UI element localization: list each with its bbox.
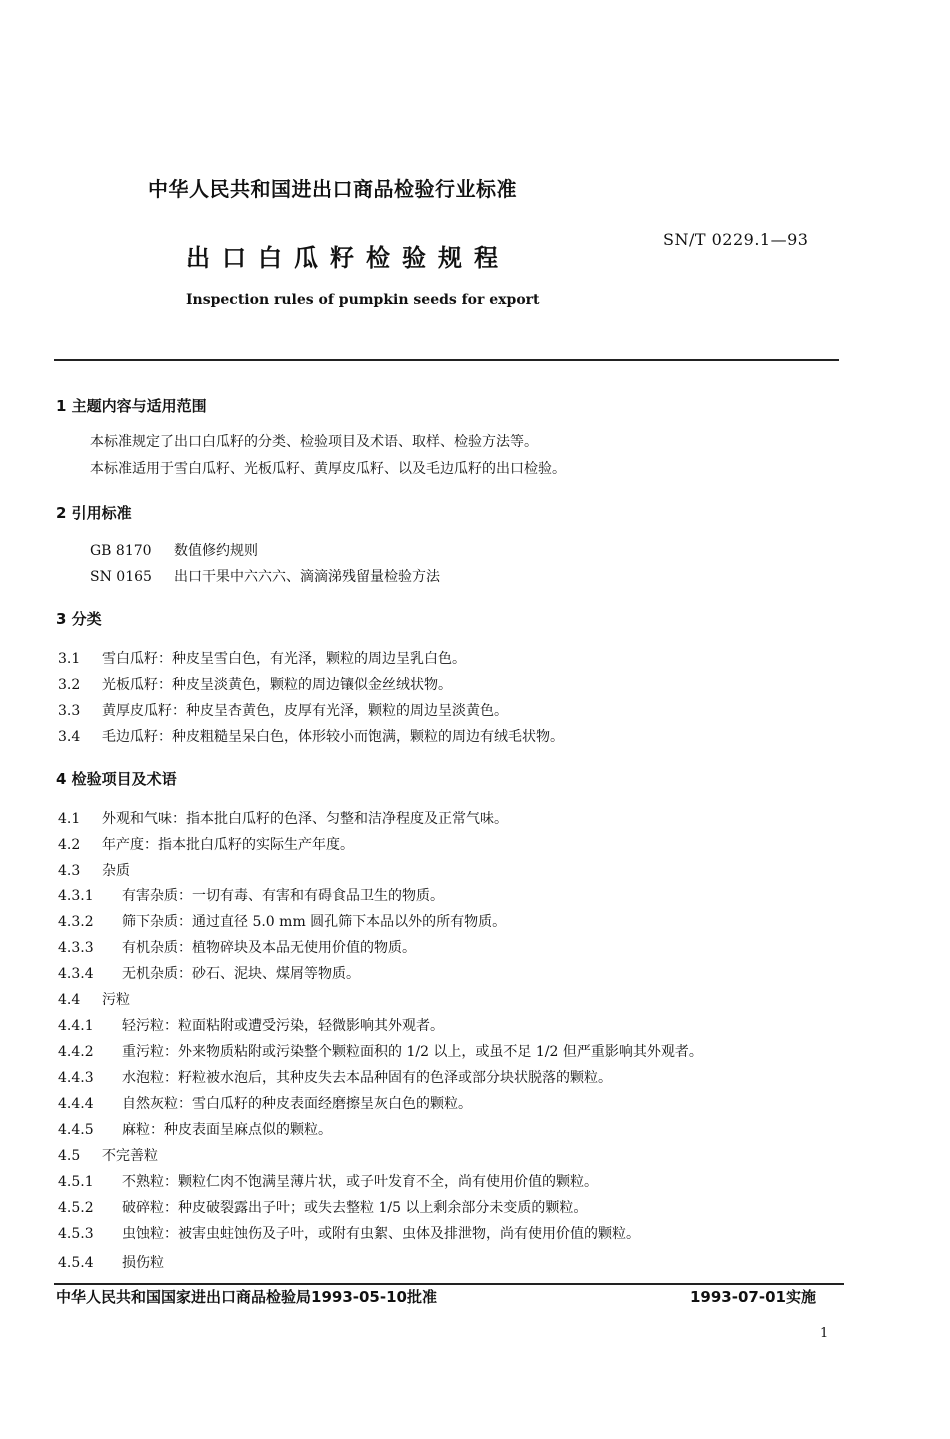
clause-text: 轻污粒：粒面粘附或遭受污染，轻微影响其外观者。	[122, 1018, 444, 1034]
clause-text: 黄厚皮瓜籽：种皮呈杏黄色，皮厚有光泽，颗粒的周边呈淡黄色。	[102, 703, 508, 719]
clause-number: 4.5.4	[58, 1255, 94, 1271]
clause-text: 损伤粒	[122, 1255, 164, 1271]
reference-item	[90, 540, 258, 560]
document-title-en: Inspection rules of pumpkin seeds for export	[186, 292, 540, 308]
clause	[58, 885, 444, 905]
clause-number: 4.2	[58, 837, 81, 853]
clause	[58, 1171, 598, 1191]
header-divider	[54, 359, 839, 361]
clause	[58, 963, 360, 983]
reference-title: 出口干果中六六六、滴滴涕残留量检验方法	[174, 569, 440, 585]
clause	[58, 860, 130, 880]
footer-divider	[54, 1283, 844, 1285]
clause-number: 3.4	[58, 729, 81, 745]
section-3-heading: 3 分类	[56, 610, 102, 628]
section-1-heading: 1 主题内容与适用范围	[56, 397, 207, 415]
clause	[58, 989, 130, 1009]
reference-item	[90, 566, 440, 586]
clause-text: 不完善粒	[102, 1148, 158, 1164]
clause-text: 破碎粒：种皮破裂露出子叶；或失去整粒 1/5 以上剩余部分未变质的颗粒。	[122, 1200, 588, 1216]
clause-number: 3.3	[58, 703, 81, 719]
issuer-title: 中华人民共和国进出口商品检验行业标准	[148, 177, 517, 201]
clause	[58, 808, 508, 828]
clause-text: 筛下杂质：通过直径 5.0 mm 圆孔筛下本品以外的所有物质。	[122, 914, 507, 930]
page-number: 1	[820, 1326, 829, 1341]
clause-text: 年产度：指本批白瓜籽的实际生产年度。	[102, 837, 354, 853]
clause-text: 不熟粒：颗粒仁肉不饱满呈薄片状，或子叶发育不全，尚有使用价值的颗粒。	[122, 1174, 598, 1190]
clause-number: 4.1	[58, 811, 81, 827]
clause-text: 有害杂质：一切有毒、有害和有碍食品卫生的物质。	[122, 888, 444, 904]
clause	[58, 1093, 472, 1113]
clause	[58, 1252, 164, 1272]
reference-code: SN 0165	[90, 569, 152, 585]
clause	[58, 700, 508, 720]
clause-number: 4.3.4	[58, 966, 94, 982]
clause-number: 4.5.3	[58, 1226, 94, 1242]
clause	[58, 1067, 612, 1087]
clause	[58, 1041, 703, 1061]
clause-number: 4.4.5	[58, 1122, 94, 1138]
clause-text: 毛边瓜籽：种皮粗糙呈呆白色，体形较小而饱满，颗粒的周边有绒毛状物。	[102, 729, 564, 745]
clause-text: 外观和气味：指本批白瓜籽的色泽、匀整和洁净程度及正常气味。	[102, 811, 508, 827]
clause-text: 自然灰粒：雪白瓜籽的种皮表面经磨擦呈灰白色的颗粒。	[122, 1096, 472, 1112]
clause	[58, 726, 564, 746]
clause-text: 虫蚀粒：被害虫蛀蚀伤及子叶，或附有虫絮、虫体及排泄物，尚有使用价值的颗粒。	[122, 1226, 640, 1242]
clause	[58, 937, 416, 957]
clause-text: 重污粒：外来物质粘附或污染整个颗粒面积的 1/2 以上，或虽不足 1/2 但严重影响其外观者。	[122, 1044, 703, 1060]
clause-number: 4.3.3	[58, 940, 94, 956]
clause-number: 4.5.1	[58, 1174, 94, 1190]
clause-text: 有机杂质：植物碎块及本品无使用价值的物质。	[122, 940, 416, 956]
clause	[58, 674, 452, 694]
clause	[58, 1119, 332, 1139]
clause-number: 4.5.2	[58, 1200, 94, 1216]
clause-number: 4.3	[58, 863, 81, 879]
implementation-date: 1993-07-01实施	[690, 1288, 816, 1306]
document-number: SN/T 0229.1—93	[663, 230, 809, 249]
clause-number: 4.4	[58, 992, 81, 1008]
clause	[58, 834, 354, 854]
clause	[58, 648, 466, 668]
section-1-paragraph: 本标准规定了出口白瓜籽的分类、检验项目及术语、取样、检验方法等。	[90, 434, 538, 450]
clause	[58, 1145, 158, 1165]
clause-text: 无机杂质：砂石、泥块、煤屑等物质。	[122, 966, 360, 982]
clause-number: 3.1	[58, 651, 81, 667]
clause-number: 4.4.3	[58, 1070, 94, 1086]
section-1-paragraph: 本标准适用于雪白瓜籽、光板瓜籽、黄厚皮瓜籽、以及毛边瓜籽的出口检验。	[90, 461, 566, 477]
clause	[58, 1223, 640, 1243]
reference-code: GB 8170	[90, 543, 152, 559]
approval-note: 中华人民共和国国家进出口商品检验局1993-05-10批准	[56, 1288, 437, 1306]
section-4-heading: 4 检验项目及术语	[56, 770, 177, 788]
document-title-cn: 出口白瓜籽检验规程	[186, 244, 510, 272]
reference-title: 数值修约规则	[174, 543, 258, 559]
clause-text: 光板瓜籽：种皮呈淡黄色，颗粒的周边镶似金丝绒状物。	[102, 677, 452, 693]
clause-text: 麻粒：种皮表面呈麻点似的颗粒。	[122, 1122, 332, 1138]
clause	[58, 911, 506, 931]
clause-number: 4.3.2	[58, 914, 94, 930]
clause-number: 4.3.1	[58, 888, 94, 904]
clause	[58, 1197, 587, 1217]
section-2-heading: 2 引用标准	[56, 504, 132, 522]
clause-number: 4.4.1	[58, 1018, 94, 1034]
clause-text: 污粒	[102, 992, 130, 1008]
clause-text: 雪白瓜籽：种皮呈雪白色，有光泽，颗粒的周边呈乳白色。	[102, 651, 466, 667]
clause	[58, 1015, 444, 1035]
clause-text: 水泡粒：籽粒被水泡后，其种皮失去本品种固有的色泽或部分块状脱落的颗粒。	[122, 1070, 612, 1086]
clause-text: 杂质	[102, 863, 130, 879]
clause-number: 3.2	[58, 677, 81, 693]
clause-number: 4.4.4	[58, 1096, 94, 1112]
clause-number: 4.4.2	[58, 1044, 94, 1060]
clause-number: 4.5	[58, 1148, 81, 1164]
